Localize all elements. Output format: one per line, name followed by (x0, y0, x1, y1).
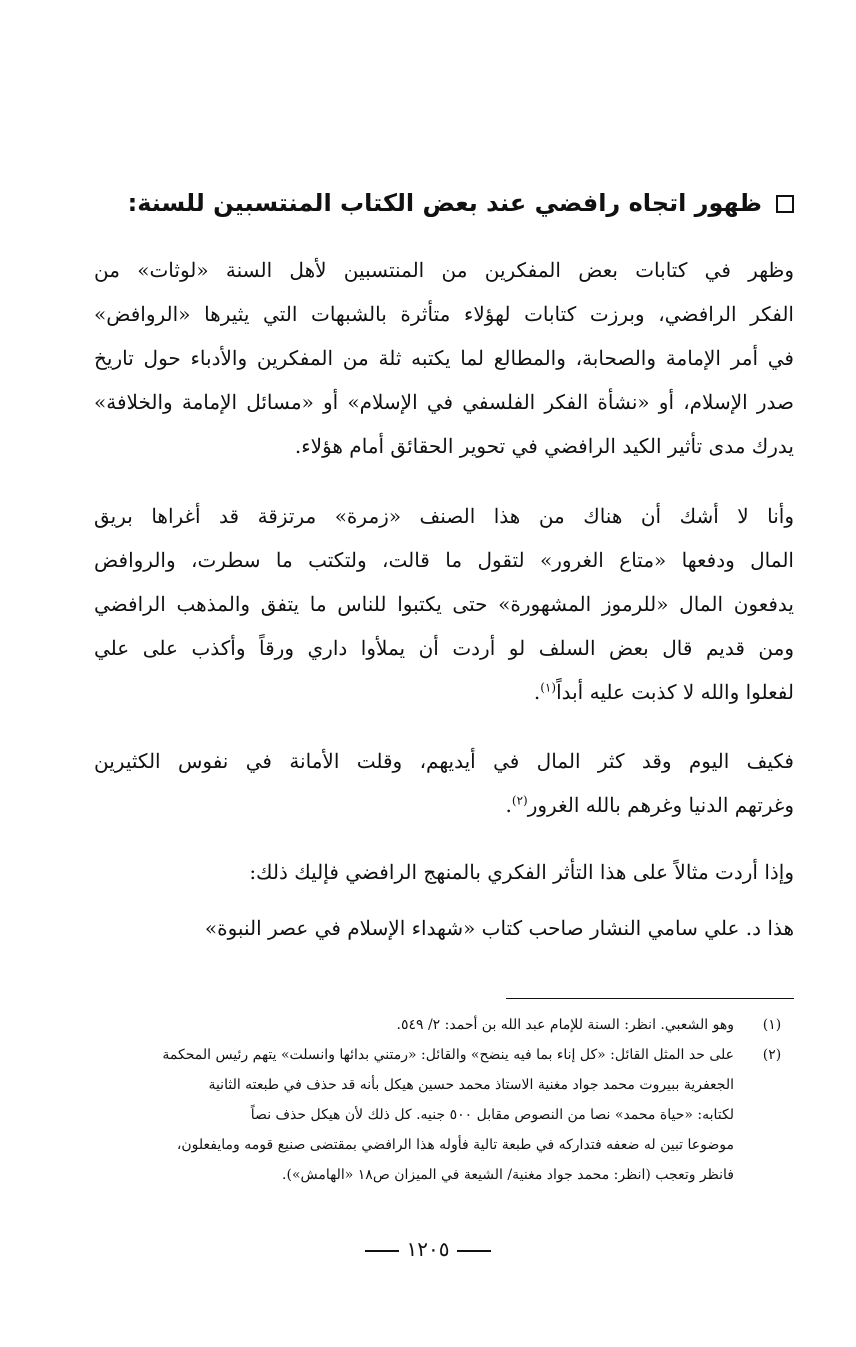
paragraph-line: يدرك مدى تأثير الكيد الرافضي في تحوير الحقائق أمام هؤلاء. (294, 434, 794, 458)
paragraph-5 (94, 906, 794, 950)
footnote-line: لكتابه: «حياة محمد» نصا من النصوص مقابل ٥٠٠ جنيه. كل ذلك لأن هيكل حذف نصاً (250, 1107, 734, 1123)
page-number (0, 1237, 856, 1261)
page-number-dash (457, 1250, 491, 1252)
footnote-separator (506, 998, 794, 999)
footnote-line: وهو الشعبي. انظر: السنة للإمام عبد الله بن أحمد: ٢/ ٥٤٩. (396, 1017, 734, 1033)
paragraph-line: الفكر الرافضي، وبرزت كتابات لهؤلاء متأثرة بالشبهات التي يثيرها «الروافض» (94, 302, 794, 326)
paragraph-line-with-note: لفعلوا والله لا كذبت عليه أبداً$^{(١)}$. (533, 680, 794, 704)
paragraph-4 (94, 850, 794, 894)
paragraph-text: وغرتهم الدنيا وغرهم بالله الغرور (527, 793, 794, 817)
footnote-reference: (١) (540, 680, 557, 695)
paragraph-line: وأنا لا أشك أن هناك من هذا الصنف «زمرة» مرتزقة قد أغراها بريق (94, 504, 794, 528)
footnote-line: موضوعا تبين له ضعفه فتداركه في طبعة تالية فأوله هذا الرافضي بمقتضى صنيع قومه ومايفعلون، (176, 1137, 734, 1153)
paragraph-line: المال ودفعها «متاع الغرور» لتقول ما قالت، ولتكتب ما سطرت، والروافض (94, 548, 794, 572)
footnote-line: الجعفرية ببيروت محمد جواد مغنية الاستاذ محمد حسين هيكل بأنه قد حذف في طبعته الثانية (208, 1077, 734, 1093)
section-heading (54, 183, 794, 223)
footnote-number: (٢) (762, 1047, 782, 1063)
paragraph-line: وظهر في كتابات بعض المفكرين من المنتسبين لأهل السنة «لوثات» من (94, 258, 794, 282)
paragraph-line: وإذا أردت مثالاً على هذا التأثر الفكري بالمنهج الرافضي فإليك ذلك: (249, 860, 794, 884)
paragraph-1 (94, 248, 794, 468)
footnotes (58, 1010, 794, 1190)
page-number-dash (365, 1250, 399, 1252)
footnote-2 (58, 1040, 794, 1190)
page-number-text: ١٢٠٥ (406, 1237, 450, 1261)
paragraph-3 (94, 739, 794, 827)
footnote-line: على حد المثل القائل: «كل إناء بما فيه ينضح» والقائل: «رمتني بدائها وانسلت» يتهم رئيس المحكمة (162, 1047, 734, 1063)
square-bullet-icon (776, 195, 794, 213)
footnote-1 (58, 1010, 794, 1040)
paragraph-line: هذا د. علي سامي النشار صاحب كتاب «شهداء الإسلام في عصر النبوة» (204, 916, 794, 940)
paragraph-line: في أمر الإمامة والصحابة، والمطالع لما يكتبه ثلة من المفكرين والأدباء حول تاريخ (94, 346, 794, 370)
paragraph-line-with-note: وغرتهم الدنيا وغرهم بالله الغرور$^{(٢)}$. (505, 793, 794, 817)
footnote-line: فانظر وتعجب (انظر: محمد جواد مغنية/ الشيعة في الميزان ص١٨ «الهامش»). (282, 1167, 734, 1183)
footnote-number: (١) (762, 1017, 782, 1033)
paragraph-line: يدفعون المال «للرموز المشهورة» حتى يكتبوا للناس ما يتفق والمذهب الرافضي (94, 592, 794, 616)
paragraph-line: فكيف اليوم وقد كثر المال في أيديهم، وقلت الأمانة في نفوس الكثيرين (94, 749, 794, 773)
paragraph-line: ومن قديم قال بعض السلف لو أردت أن يملأوا داري ورقاً وأكذب على علي (94, 636, 794, 660)
paragraph-line: صدر الإسلام، أو «نشأة الفكر الفلسفي في الإسلام» أو «مسائل الإمامة والخلافة» (94, 390, 794, 414)
paragraph-text: لفعلوا والله لا كذبت عليه أبداً (556, 680, 794, 704)
paragraph-2 (94, 494, 794, 714)
footnote-reference: (٢) (511, 793, 528, 808)
section-heading-text: ظهور اتجاه رافضي عند بعض الكتاب المنتسبين للسنة: (127, 189, 762, 217)
